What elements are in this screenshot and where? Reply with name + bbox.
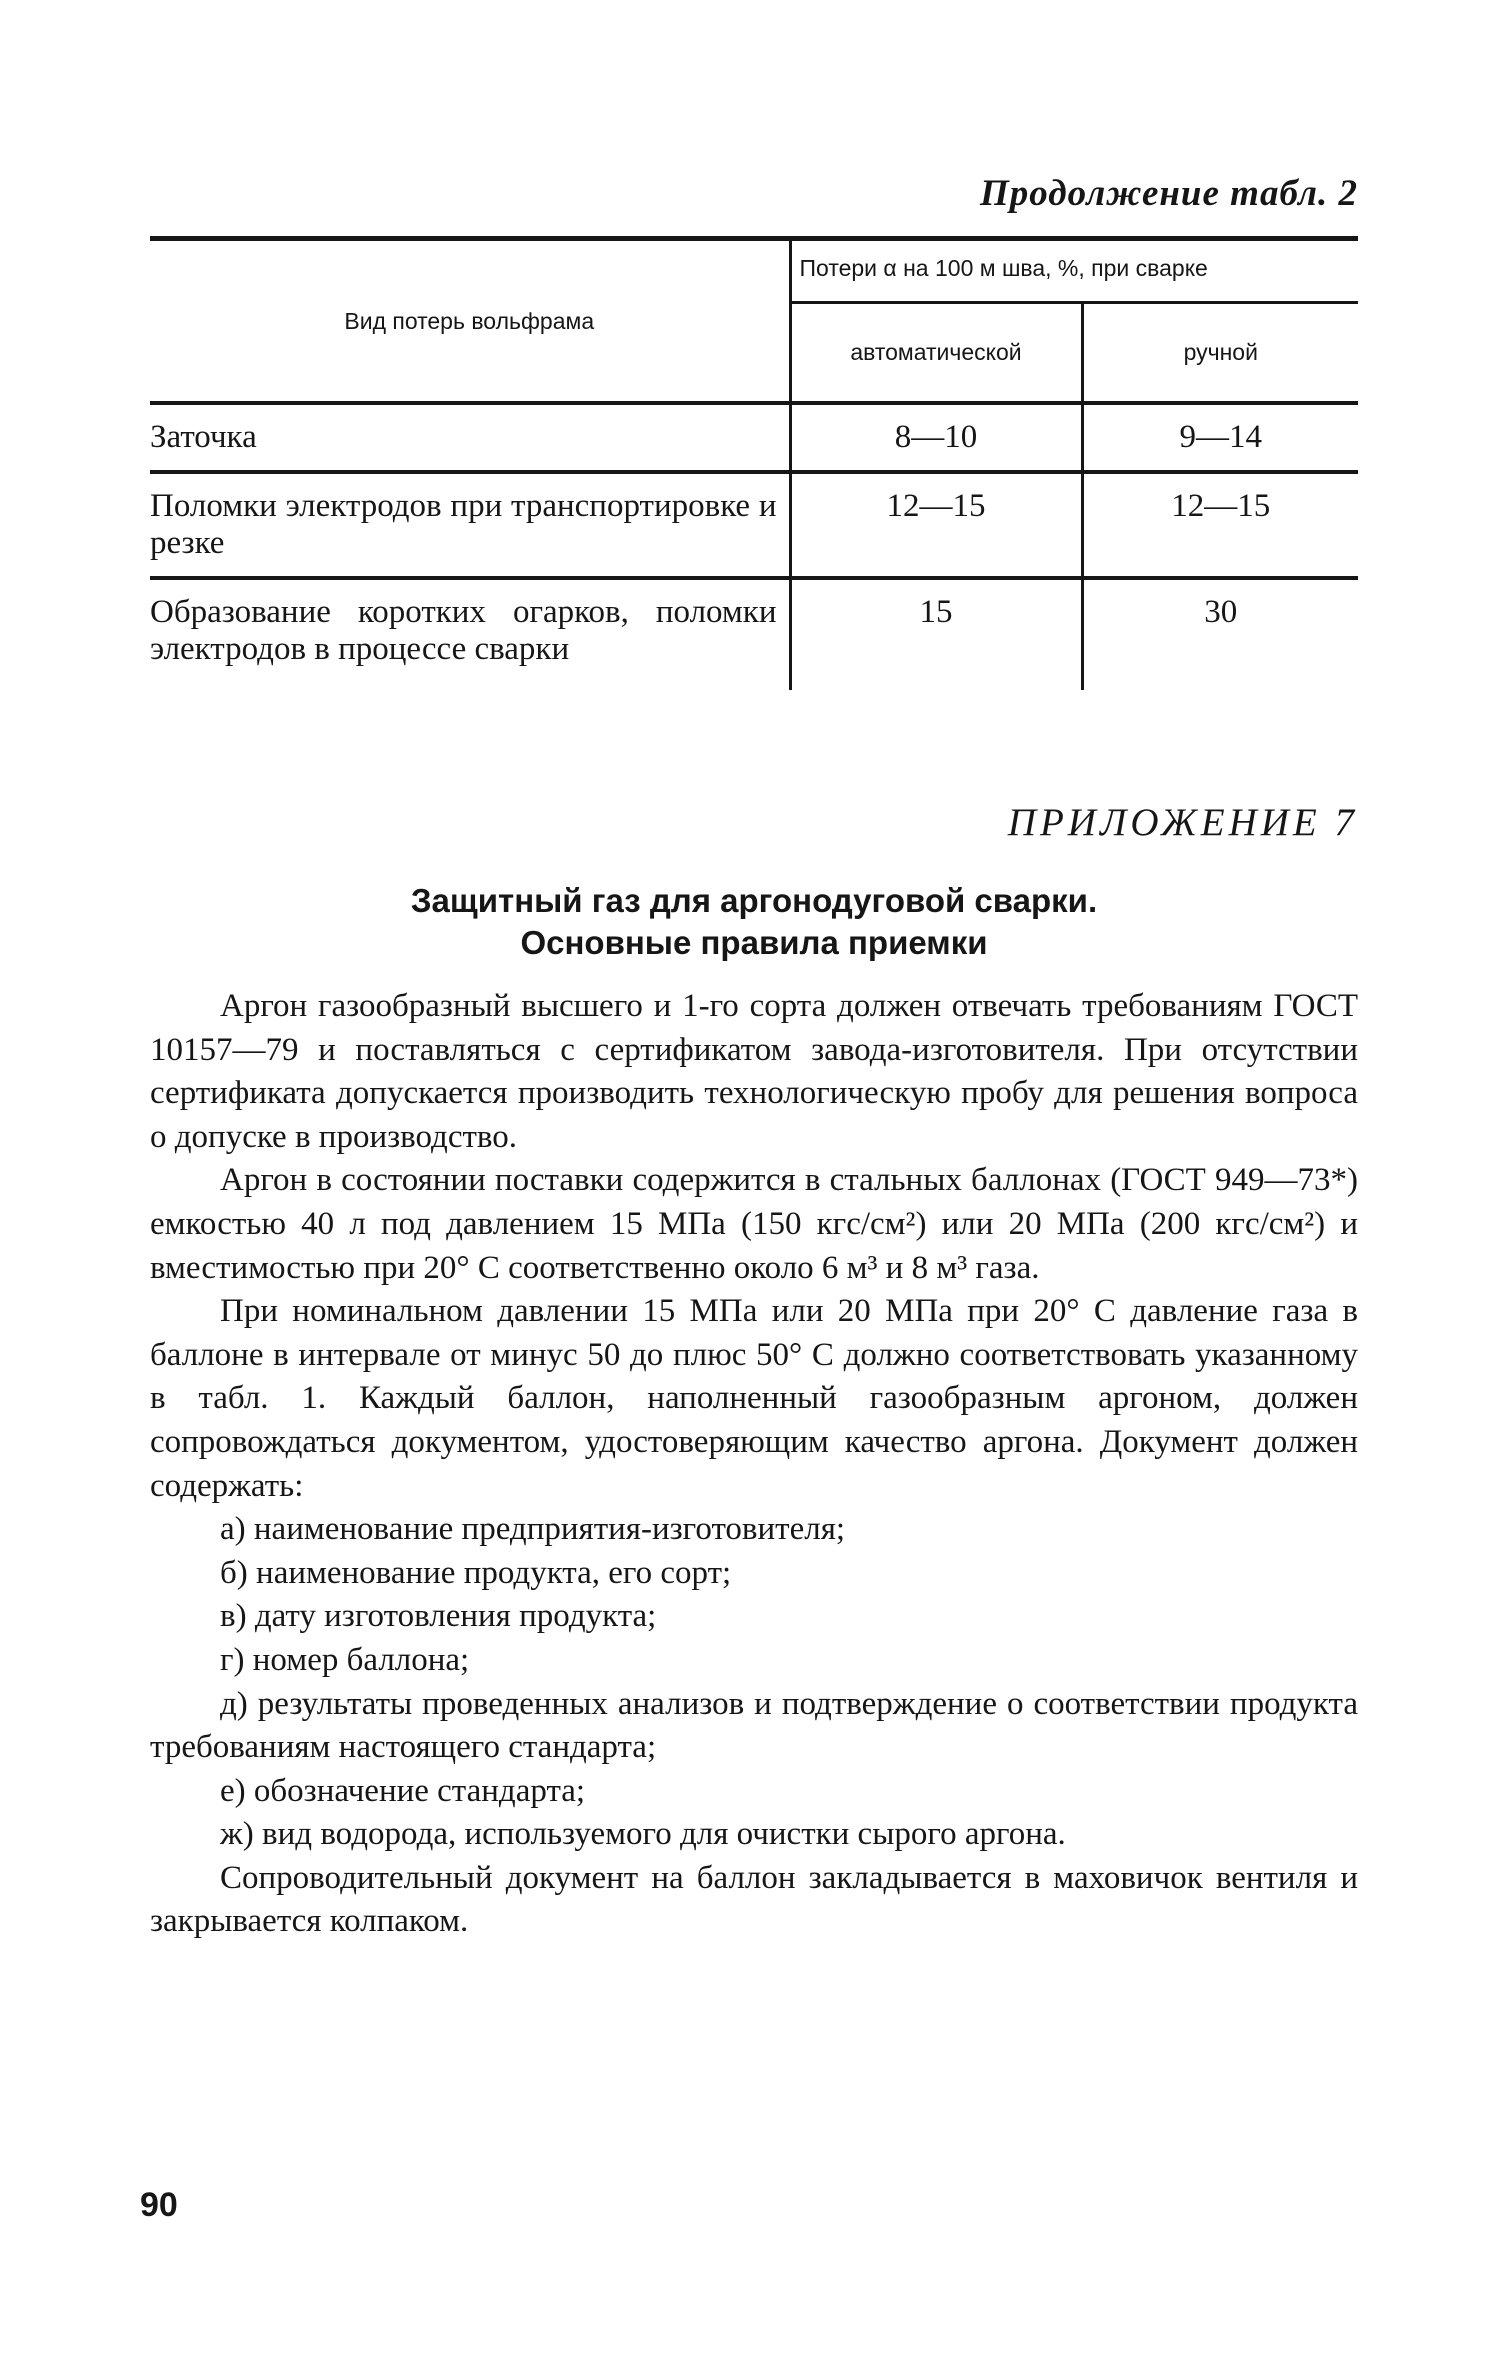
table-row	[150, 472, 1358, 578]
table-row	[150, 578, 1358, 690]
header-manual: ручной	[1082, 303, 1358, 403]
appendix-heading: ПРИЛОЖЕНИЕ 7	[1007, 801, 1358, 844]
row-auto-value: 15	[790, 578, 1082, 690]
section-title	[150, 880, 1358, 964]
row-manual-value: 12—15	[1082, 472, 1358, 578]
list-item: а) наименование предприятия-изготовителя;	[220, 1511, 846, 1548]
row-name: Поломки электродов при транспортировке и резке	[150, 472, 790, 578]
list-item: ж) вид водорода, используемого для очистки сырого аргона.	[220, 1816, 1066, 1853]
list-item: б) наименование продукта, его сорт;	[220, 1554, 732, 1591]
tungsten-losses-table	[150, 236, 1358, 690]
table-continuation-label: Продолжение табл. 2	[980, 173, 1358, 214]
table-row	[150, 403, 1358, 472]
header-automatic: автоматической	[790, 303, 1082, 403]
row-auto-value: 8—10	[790, 403, 1082, 472]
list-item: д) результаты проведенных анализов и подтверждение о соответствии продукта требованиям настоящего стандарта;	[150, 1685, 1358, 1766]
list-item: е) обозначение стандарта;	[220, 1772, 586, 1809]
paragraph-4: Сопроводительный документ на баллон закладывается в маховичок вентиля и закрывается колпаком.	[150, 1859, 1358, 1940]
list-item: в) дату изготовления продукта;	[220, 1598, 657, 1635]
section-title-line-1: Защитный газ для аргонодуговой сварки.	[410, 882, 1098, 919]
row-name: Заточка	[150, 403, 790, 472]
list-item: г) номер баллона;	[220, 1641, 470, 1678]
paragraph-2: Аргон в состоянии поставки содержится в стальных баллонах (ГОСТ 949—73*) емкостью 40 л под давлением 15 МПа (150 кгс/см²) или 20 МПа (200 кгс/см²) и вместимостью при 20° С соответственно около 6 м³ и 8 м³ газа.	[150, 1162, 1358, 1286]
paragraph-1: Аргон газообразный высшего и 1-го сорта должен отвечать требованиям ГОСТ 10157—79 и поставляться с сертификатом завода-изготовителя. При отсутствии сертификата допускается производить технологическую пробу для решения вопроса о допуске в производство.	[150, 988, 1358, 1155]
header-loss-type: Вид потерь вольфрама	[150, 239, 790, 404]
row-manual-value: 30	[1204, 594, 1238, 630]
paragraph-3: При номинальном давлении 15 МПа или 20 МПа при 20° С давление газа в баллоне в интервале от минус 50 до плюс 50° С должно соответствовать указанному в табл. 1. Каждый баллон, наполненный газообразным аргоном, должен сопровождаться документом, удостоверяющим качество аргона. Документ должен содержать:	[150, 1293, 1358, 1504]
row-manual-value: 9—14	[1082, 403, 1358, 472]
body-text	[150, 985, 1358, 1944]
section-title-line-2: Основные правила приемки	[520, 924, 988, 961]
header-losses-group: Потери α на 100 м шва, %, при сварке	[790, 239, 1358, 303]
row-name: Образование коротких огарков, поломки электродов в процессе сварки	[150, 578, 790, 690]
page-number: 90	[140, 2186, 178, 2224]
row-auto-value: 12—15	[790, 472, 1082, 578]
